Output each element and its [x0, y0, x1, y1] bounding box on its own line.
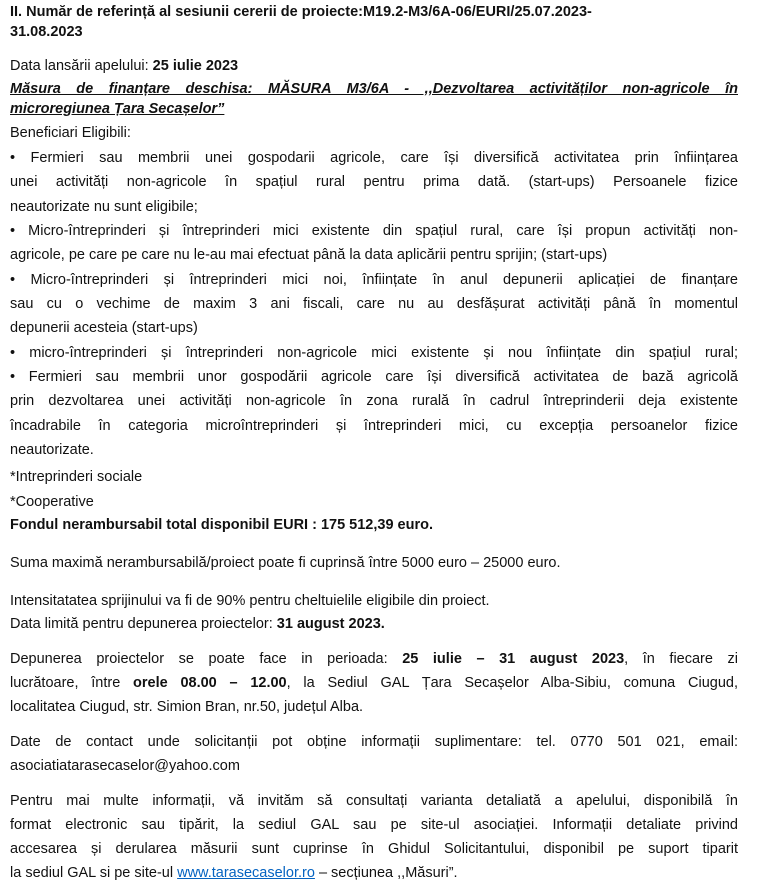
max-amount: Suma maximă nerambursabilă/proiect poate fi cuprinsă între 5000 euro – 25000 euro.	[10, 555, 561, 571]
beneficiary-5-line1: • Fermieri sau membrii unor gospodării agricole care își diversifică activitatea de bază agricolă	[10, 369, 738, 385]
deadline-date: 31 august 2023.	[276, 616, 385, 632]
launch-date	[10, 56, 238, 76]
contact-email: asociatiatarasecaselor@yahoo.com	[10, 758, 240, 774]
more-info-line3: accesarea și derularea măsurii sunt cuprinse în Ghidul Solicitantului, disponibil pe suport tiparit	[10, 841, 738, 857]
deadline	[10, 614, 385, 634]
beneficiary-1-line2: unei activități non-agricole în spațiul rural pentru prima dată. (start-ups) Persoanele fizice	[10, 174, 738, 190]
extra-item-social: *Intreprinderi sociale	[10, 469, 143, 485]
submission-text-d: lucrătoare, între	[10, 675, 134, 691]
submission-line3: localitatea Ciugud, str. Simion Bran, nr.50, județul Alba.	[10, 699, 364, 715]
more-info-line2: format electronic sau tipărit, la sediul GAL sau pe site-ul asociației. Informații detaliate privind	[10, 817, 738, 833]
submission-line2	[10, 673, 738, 693]
beneficiary-2-line2: agricole, pe care pe care nu le-au mai efectuat până la data aplicării pentru sprijin; (start-ups)	[10, 247, 608, 263]
more-info-text: la sediul GAL si pe site-ul	[10, 865, 178, 881]
contact-line1: Date de contact unde solicitanții pot obține informații suplimentare: tel. 0770 501 021, email:	[10, 734, 738, 750]
extra-item-cooperative: *Cooperative	[10, 494, 94, 510]
submission-period: 25 iulie – 31 august 2023	[402, 651, 625, 667]
more-info-section: – secțiunea ,,Măsuri”.	[314, 865, 458, 881]
launch-label: Data lansării apelului:	[10, 58, 153, 74]
beneficiary-1-line1: • Fermieri sau membrii unei gospodarii agricole, care își diversifică activitatea prin înființarea	[10, 150, 738, 166]
submission-text-e: , la Sediul GAL Țara Secașelor Alba-Sibiu, comuna Ciugud,	[286, 675, 738, 691]
deadline-label: Data limită pentru depunerea proiectelor:	[10, 616, 277, 632]
beneficiary-2-line1: • Micro-întreprinderi și întreprinderi mici existente din spațiul rural, care își propun activități non-	[10, 223, 738, 239]
section-title-line2: 31.08.2023	[10, 24, 83, 40]
submission-hours: orele 08.00 – 12.00	[133, 675, 287, 691]
beneficiary-5-line3: încadrabile în categoria microîntreprinderi și întreprinderi mici, cu excepția persoanelor fizice	[10, 418, 738, 434]
submission-text-a: Depunerea proiectelor se poate face in perioada:	[10, 651, 403, 667]
beneficiary-3-line1: • Micro-întreprinderi și întreprinderi mici noi, înființate în anul depunerii aplicației de finanțare	[10, 272, 738, 288]
beneficiary-5-line4: neautorizate.	[10, 442, 94, 458]
launch-date-value: 25 iulie 2023	[152, 58, 239, 74]
submission-line1	[10, 649, 738, 669]
beneficiary-3-line2: sau cu o vechime de maxim 3 ani fiscali, care nu au desfășurat activități până în momentul	[10, 296, 738, 312]
beneficiary-4-line1: • micro-întreprinderi și întreprinderi non-agricole mici existente și nou înființate din spațiul rural;	[10, 345, 738, 361]
measure-title-line1: Măsura de finanțare deschisa: MĂSURA M3/6A - ,,Dezvoltarea activităților non-agricole în	[10, 81, 738, 97]
submission-text-c: , în fiecare zi	[624, 651, 738, 667]
beneficiaries-heading: Beneficiari Eligibili:	[10, 125, 131, 141]
website-link[interactable]: www.tarasecaselor.ro	[177, 865, 315, 881]
measure-title-line2: microregiunea Țara Secașelor”	[10, 101, 225, 117]
support-intensity: Intensitatatea sprijinului va fi de 90% pentru cheltuielile eligibile din proiect.	[10, 593, 490, 609]
more-info-line1: Pentru mai multe informații, vă invităm să consultați varianta detaliată a apelului, disponibilă în	[10, 793, 738, 809]
beneficiary-3-line3: depunerii acesteia (start-ups)	[10, 320, 198, 336]
fund-total: Fondul nerambursabil total disponibil EURI : 175 512,39 euro.	[10, 517, 433, 533]
more-info-line4	[10, 863, 458, 883]
section-title-line1: II. Număr de referință al sesiunii cererii de proiecte:M19.2-M3/6A-06/EURI/25.07.2023-	[10, 4, 592, 20]
beneficiary-5-line2: prin dezvoltarea unei activități non-agricole în zona rurală în cadrul întreprinderii deja existente	[10, 393, 738, 409]
beneficiary-1-line3: neautorizate nu sunt eligibile;	[10, 199, 198, 215]
